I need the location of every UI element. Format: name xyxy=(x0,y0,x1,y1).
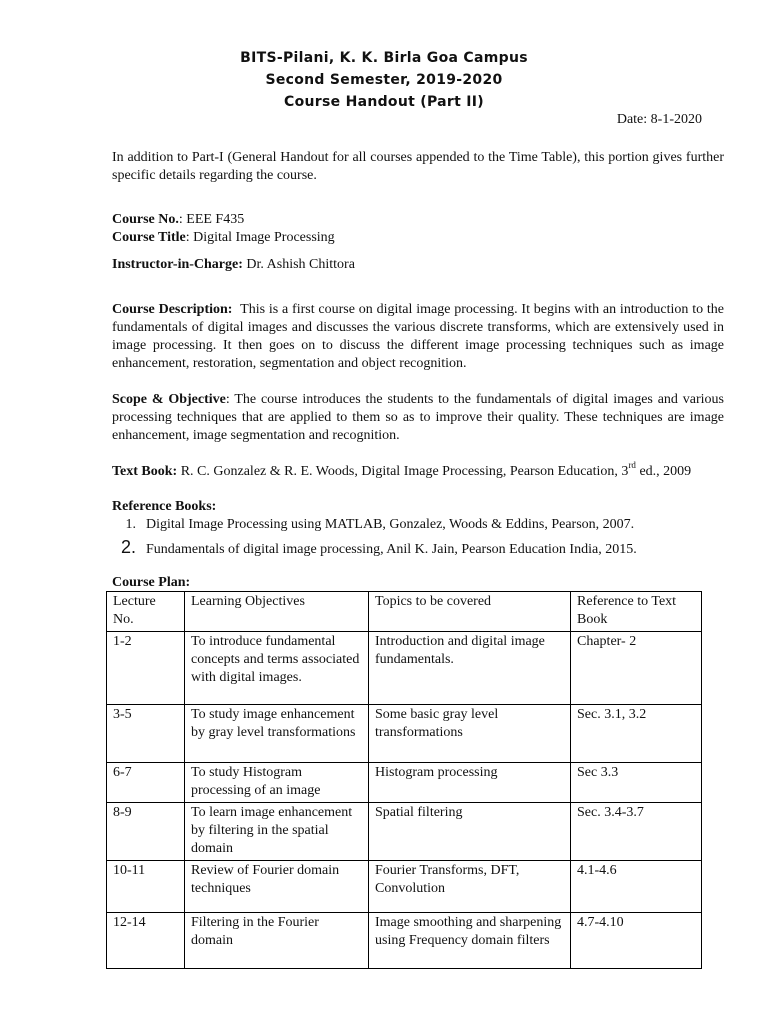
cell-lecture: 6-7 xyxy=(107,763,185,803)
cell-reference: Sec. 3.1, 3.2 xyxy=(571,705,702,763)
instructor-value: Dr. Ashish Chittora xyxy=(242,257,355,272)
text-book-text: R. C. Gonzalez & R. E. Woods, Digital Image Processing, Pearson Education, 3 xyxy=(180,464,629,479)
course-description-text: This is a first course on digital image processing. It begins with an introduction to the fundamentals of digital images and discusses the various discrete transforms, which are extensively used in image processing. It then goes on to discuss the different image processing techniques such as image enhancement, restoration, segmentation and object recognition. xyxy=(112,302,725,371)
reference-book-item xyxy=(112,537,732,561)
cell-topic: Histogram processing xyxy=(369,763,571,803)
cell-lecture: 12-14 xyxy=(107,913,185,969)
institution-title: BITS-Pilani, K. K. Birla Goa Campus xyxy=(240,50,528,66)
course-title-label: Course Title xyxy=(112,230,186,245)
course-number-label: Course No. xyxy=(112,212,179,227)
course-description-label: Course Description: xyxy=(112,302,233,317)
reference-book-number: 1. xyxy=(125,517,136,532)
course-plan-heading xyxy=(112,575,190,591)
table-row xyxy=(107,632,702,705)
text-book-text-after: ed., 2009 xyxy=(635,464,692,479)
cell-lecture: 1-2 xyxy=(107,632,185,705)
semester-title: Second Semester, 2019-2020 xyxy=(265,72,503,88)
column-header-lecture: Lecture No. xyxy=(107,592,185,632)
reference-book-number: 2. xyxy=(120,537,136,557)
scope-objective xyxy=(112,391,724,445)
cell-topic: Image smoothing and sharpening using Frequency domain filters xyxy=(369,913,571,969)
column-header-objectives: Learning Objectives xyxy=(185,592,369,632)
table-header-row xyxy=(107,592,702,632)
handout-date: Date: 8-1-2020 xyxy=(616,112,702,127)
column-header-topics: Topics to be covered xyxy=(369,592,571,632)
cell-topic: Some basic gray level transformations xyxy=(369,705,571,763)
course-title xyxy=(112,230,335,246)
reference-book-text: Digital Image Processing using MATLAB, Gonzalez, Woods & Eddins, Pearson, 2007. xyxy=(146,517,635,532)
cell-lecture: 3-5 xyxy=(107,705,185,763)
handout-title: Course Handout (Part II) xyxy=(284,94,484,110)
reference-books-list xyxy=(112,517,732,561)
cell-reference: Sec 3.3 xyxy=(571,763,702,803)
cell-lecture: 8-9 xyxy=(107,803,185,861)
course-number-value: : EEE F435 xyxy=(178,212,245,227)
table-row xyxy=(107,913,702,969)
course-plan-table xyxy=(106,591,702,969)
cell-objective: To introduce fundamental concepts and terms associated with digital images. xyxy=(185,632,369,705)
cell-topic: Spatial filtering xyxy=(369,803,571,861)
cell-lecture: 10-11 xyxy=(107,861,185,913)
text-book-label: Text Book: xyxy=(112,464,178,479)
instructor xyxy=(112,257,355,273)
reference-books-label: Reference Books: xyxy=(112,499,217,514)
cell-reference: 4.7-4.10 xyxy=(571,913,702,969)
column-header-reference: Reference to Text Book xyxy=(571,592,702,632)
table-row xyxy=(107,763,702,803)
scope-objective-label: Scope & Objective xyxy=(112,392,226,407)
instructor-label: Instructor-in-Charge: xyxy=(112,257,243,272)
cell-objective: Filtering in the Fourier domain xyxy=(185,913,369,969)
scope-objective-text: : The course introduces the students to the fundamentals of digital images and various processing techniques that are applied to them so as to improve their quality. These techniques are image enhancement, image segmentation and recognition. xyxy=(112,392,724,443)
reference-book-item xyxy=(112,517,732,537)
table-row xyxy=(107,861,702,913)
course-number xyxy=(112,212,244,228)
cell-objective: To learn image enhancement by filtering in the spatial domain xyxy=(185,803,369,861)
cell-reference: Chapter- 2 xyxy=(571,632,702,705)
table-row xyxy=(107,705,702,763)
text-book xyxy=(112,460,724,481)
cell-reference: Sec. 3.4-3.7 xyxy=(571,803,702,861)
reference-books-heading xyxy=(112,499,216,515)
intro-paragraph: In addition to Part-I (General Handout for all courses appended to the Time Table), this portion gives further specific details regarding the course. xyxy=(112,150,724,183)
course-title-value: : Digital Image Processing xyxy=(185,230,335,245)
cell-objective: To study image enhancement by gray level transformations xyxy=(185,705,369,763)
cell-objective: To study Histogram processing of an image xyxy=(185,763,369,803)
cell-topic: Fourier Transforms, DFT, Convolution xyxy=(369,861,571,913)
reference-book-text: Fundamentals of digital image processing, Anil K. Jain, Pearson Education India, 2015. xyxy=(146,542,637,557)
table-row xyxy=(107,803,702,861)
course-description xyxy=(112,301,724,373)
cell-reference: 4.1-4.6 xyxy=(571,861,702,913)
course-plan-label: Course Plan: xyxy=(112,575,191,590)
cell-topic: Introduction and digital image fundamentals. xyxy=(369,632,571,705)
cell-objective: Review of Fourier domain techniques xyxy=(185,861,369,913)
text-book-edition-sup: rd xyxy=(628,460,636,471)
